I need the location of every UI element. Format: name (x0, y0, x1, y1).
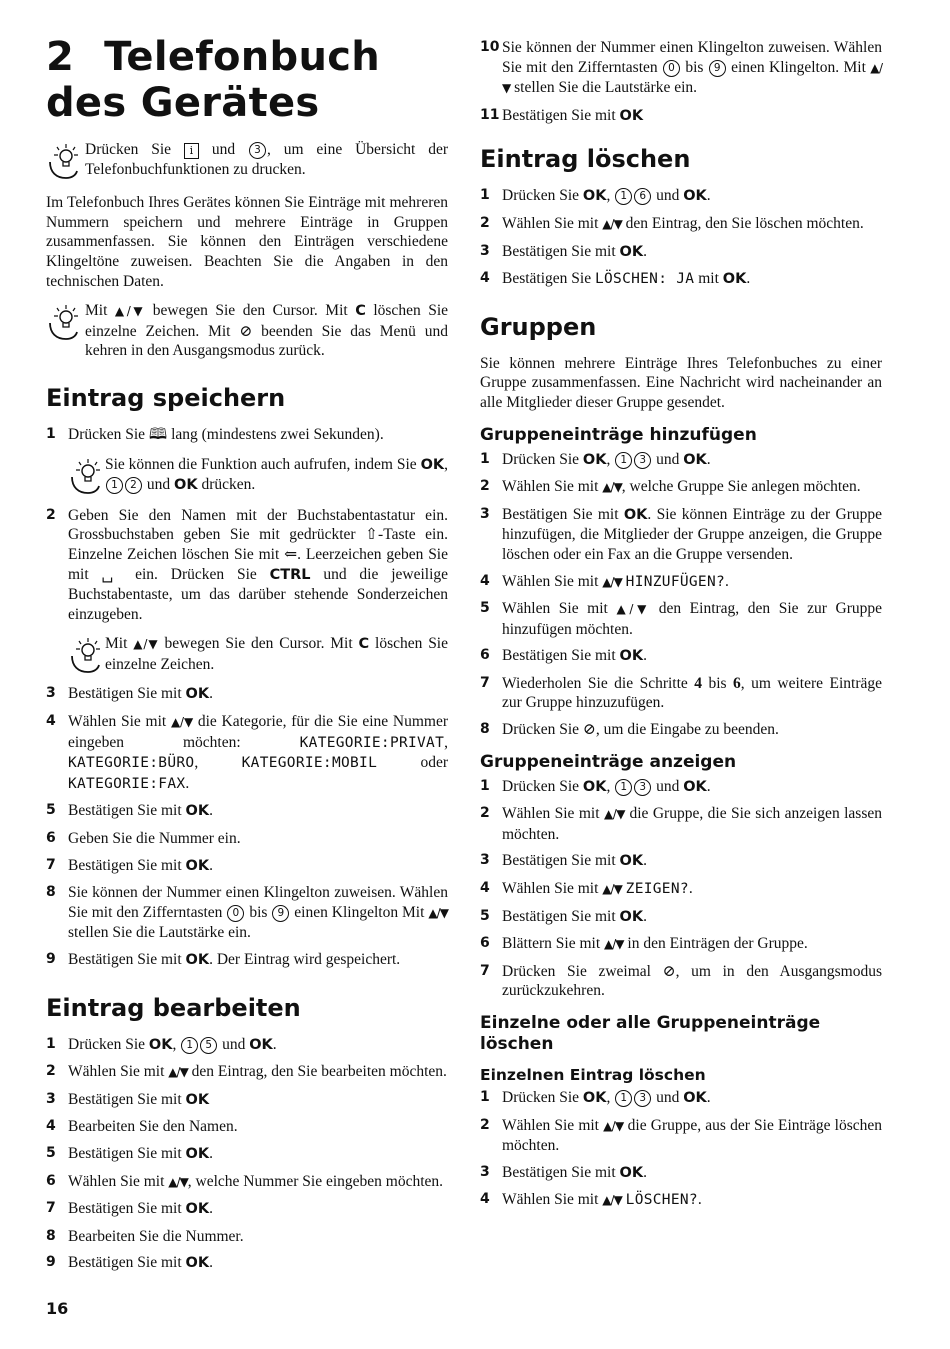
digit-key-icon: 1 (615, 779, 632, 796)
list-item: 1 Drücken Sie OK, 1 3 und OK. (480, 450, 711, 468)
list-item: 8 Sie können der Nummer einen Klingelton zuweisen. Wählen Sie mit den Zifferntasten 0 bis 9 einen Klingelton Mit ▲/▼ stellen Sie die Lautstärke ein. (46, 884, 448, 942)
section-title-speichern: Eintrag speichern (46, 383, 286, 412)
list-item: 5 Wählen Sie mit ▲/▼ den Eintrag, den Sie zur Gruppe hinzufügen möchten. (480, 600, 883, 638)
steps-einzelne (480, 1088, 882, 1211)
up-down-arrow-icon: ▲/▼ (602, 216, 622, 231)
up-down-arrow-icon: ▲/▼ (168, 1065, 188, 1080)
subsection-title-hinzufuegen: Gruppeneinträge hinzufügen (480, 424, 757, 445)
steps-bearbeiten (46, 1035, 448, 1274)
list-item: 9 Bestätigen Sie mit OK. Der Eintrag wird gespeichert. (46, 951, 401, 968)
digit-key-icon: 1 (615, 452, 632, 469)
up-down-arrow-icon: ▲/▼ (502, 60, 883, 96)
up-down-arrow-icon: ▲/▼ (602, 1193, 622, 1208)
up-down-arrow-icon: ▲/▼ (428, 905, 448, 920)
digit-key-icon: 1 (181, 1037, 198, 1054)
right-column (480, 38, 882, 1218)
list-item: 3 Bestätigen Sie mit OK. (480, 1163, 647, 1181)
list-item: 3 Bestätigen Sie mit OK (46, 1090, 210, 1108)
list-item: 11 Bestätigen Sie mit OK (480, 106, 644, 124)
subsection-title-anzeigen: Gruppeneinträge anzeigen (480, 751, 737, 772)
list-item: 5 Bestätigen Sie mit OK. (480, 907, 647, 925)
tip-cursor-2: Mit ▲/▼ bewegen Sie den Cursor. Mit C löschen Sie einzelne Zeichen. (68, 634, 448, 674)
c-key: C (355, 303, 366, 320)
list-item: 4 Bearbeiten Sie den Namen. (46, 1118, 238, 1136)
up-down-arrow-icon: ▲/▼ (602, 882, 622, 897)
digit-key-icon: 6 (634, 188, 651, 205)
lightbulb-tip-icon (46, 301, 82, 341)
list-item: 6 Geben Sie die Nummer ein. (46, 830, 241, 848)
steps-anzeigen (480, 777, 882, 1001)
left-column (46, 34, 448, 1281)
up-down-arrow-icon: ▲/▼ (114, 304, 146, 319)
digit-key-icon: 1 (615, 1090, 632, 1107)
list-item: 6 Wählen Sie mit ▲/▼, welche Nummer Sie eingeben möchten. (46, 1172, 444, 1190)
list-item: 4 Wählen Sie mit ▲/▼ HINZUFÜGEN?. (480, 572, 729, 590)
steps-loeschen (480, 186, 882, 289)
digit-key-icon: 3 (634, 452, 651, 469)
digit-key-icon: 5 (200, 1037, 217, 1054)
list-item: 6 Blättern Sie mit ▲/▼ in den Einträgen der Gruppe. (480, 935, 808, 953)
up-down-arrow-icon: ▲/▼ (603, 807, 626, 822)
list-item: 4 Wählen Sie mit ▲/▼ LÖSCHEN?. (480, 1191, 702, 1209)
list-item: 9 Bestätigen Sie mit OK. (46, 1254, 213, 1272)
list-item: 8 Drücken Sie ⊘, um die Eingabe zu beenden. (480, 721, 779, 739)
list-item: 1 Drücken Sie OK, 1 3 und OK. (480, 777, 711, 795)
tip-print-overview: Drücken Sie i und 3 , um eine Übersicht der Telefonbuchfunktionen zu drucken. (46, 140, 448, 179)
backspace-key-icon: ⇐ (284, 545, 298, 563)
shift-key-icon: ⇧ (365, 526, 379, 544)
list-item: 1 Drücken Sie 🕮 lang (mindestens zwei Sekunden). (46, 425, 384, 443)
list-item: 7 Bestätigen Sie mit OK. (46, 856, 213, 874)
list-item: 3 Bestätigen Sie mit OK. Sie können Einträge zu der Gruppe hinzufügen, die Mitglieder der Gruppe anzeigen, die Gruppe löschen oder ein Fax an die Gruppe versenden. (480, 505, 882, 563)
list-item: 2 Wählen Sie mit ▲/▼, welche Gruppe Sie anlegen möchten. (480, 478, 861, 496)
up-down-arrow-icon: ▲/▼ (602, 574, 622, 589)
list-item: 7 Wiederholen Sie die Schritte 4 bis 6, um weitere Einträge zur Gruppe hinzuzufügen. (480, 674, 882, 712)
up-down-arrow-icon: ▲/▼ (168, 1174, 188, 1189)
lightbulb-tip-icon (68, 634, 104, 674)
steps-continued (480, 38, 882, 126)
list-item: 7 Bestätigen Sie mit OK. (46, 1200, 213, 1218)
section-title-loeschen: Eintrag löschen (480, 145, 691, 174)
tip-alternative: Sie können die Funktion auch aufrufen, indem Sie OK, 1 2 und OK drücken. (68, 455, 448, 496)
digit-key-icon: 1 (106, 477, 123, 494)
list-item: 3 Bestätigen Sie mit OK. (480, 852, 647, 870)
info-key-icon: i (184, 143, 199, 159)
stop-key-icon: ⊘ (582, 721, 596, 739)
list-item: 3 Bestätigen Sie mit OK. (480, 242, 647, 260)
gruppen-intro: Sie können mehrere Einträge Ihres Telefonbuches zu einer Gruppe zusammenfassen. Eine Nachricht wird nacheinander an alle Mitglieder dieser Gruppe gesendet. (480, 354, 882, 411)
section-title-gruppen: Gruppen (480, 312, 597, 341)
list-item: 4 Wählen Sie mit ▲/▼ die Kategorie, für die Sie eine Nummer eingeben möchten: KATEGORIE:PRIVAT, KATEGORIE:BÜRO, KATEGORIE:MOBIL oder KATEGORIE:FAX. (46, 713, 449, 792)
chapter-title-text: Telefonbuch des Gerätes (46, 34, 381, 126)
phonebook-key-icon: 🕮 (148, 425, 168, 443)
stop-key-icon: ⊘ (662, 962, 676, 980)
tip-cursor: Mit ▲/▼ bewegen Sie den Cursor. Mit C löschen Sie einzelne Zeichen. Mit ⊘ beenden Sie das Menü und kehren in den Ausgangsmodus zurück. (46, 301, 448, 361)
list-item: 3 Bestätigen Sie mit OK. (46, 685, 213, 703)
digit-key-icon: 9 (709, 60, 726, 77)
up-down-arrow-icon: ▲/▼ (602, 480, 622, 495)
digit-key-icon: 2 (125, 477, 142, 494)
digit-key-icon: 3 (249, 142, 266, 159)
list-item: 10 Sie können der Nummer einen Klingelton zuweisen. Wählen Sie mit den Zifferntasten 0 bis 9 einen Klingelton. Mit ▲/▼ stellen Sie die Lautstärke ein. (480, 39, 883, 97)
list-item: 7 Drücken Sie zweimal ⊘, um in den Ausgangsmodus zurückzukehren. (480, 962, 882, 1000)
up-down-arrow-icon: ▲/▼ (170, 715, 194, 730)
section-title-bearbeiten: Eintrag bearbeiten (46, 993, 301, 1022)
list-item: 5 Bestätigen Sie mit OK. (46, 1144, 213, 1162)
steps-hinzufuegen (480, 450, 882, 740)
digit-key-icon: 3 (634, 779, 651, 796)
list-item: 8 Bearbeiten Sie die Nummer. (46, 1227, 244, 1245)
list-item: 4 Bestätigen Sie LÖSCHEN: JA mit OK. (480, 270, 751, 288)
list-item: 1 Drücken Sie OK, 1 6 und OK. (480, 187, 711, 205)
list-item: 5 Bestätigen Sie mit OK. (46, 802, 213, 820)
list-item: 2 Wählen Sie mit ▲/▼ die Gruppe, aus der Sie Einträge löschen möchten. (480, 1116, 883, 1155)
list-item: 6 Bestätigen Sie mit OK. (480, 647, 647, 665)
digit-key-icon: 1 (615, 188, 632, 205)
steps-speichern (46, 425, 448, 445)
digit-key-icon: 0 (663, 60, 680, 77)
up-down-arrow-icon: ▲/▼ (133, 637, 159, 652)
list-item: 2 Wählen Sie mit ▲/▼ die Gruppe, die Sie sich anzeigen lassen möchten. (480, 805, 882, 843)
lightbulb-tip-icon (68, 455, 104, 495)
list-item: 2 Wählen Sie mit ▲/▼ den Eintrag, den Sie löschen möchten. (480, 214, 864, 232)
digit-key-icon: 0 (227, 905, 244, 922)
up-down-arrow-icon: ▲/▼ (604, 937, 624, 952)
list-item: 2 Wählen Sie mit ▲/▼ den Eintrag, den Sie bearbeiten möchten. (46, 1063, 447, 1081)
subsection-title-einzelne: Einzelne oder alle Gruppeneinträge löschen (480, 1013, 821, 1054)
stop-key-icon: ⊘ (239, 322, 253, 340)
page-number: 16 (46, 1299, 69, 1318)
intro-paragraph: Im Telefonbuch Ihres Gerätes können Sie Einträge mit mehreren Nummern speichern und mehrere Einträge in Gruppen zusammenfassen. Sie können den Einträgen verschiedene Klingeltöne zuweisen. Beachten Sie die Angaben in den technischen Daten. (46, 194, 448, 290)
digit-key-icon: 9 (272, 905, 289, 922)
chapter-title (46, 34, 448, 126)
up-down-arrow-icon: ▲/▼ (603, 1118, 624, 1133)
up-down-arrow-icon: ▲/▼ (616, 602, 651, 617)
subsubsection-title-einzelnen: Einzelnen Eintrag löschen (480, 1066, 706, 1084)
lightbulb-tip-icon (46, 140, 82, 180)
list-item: 1 Drücken Sie OK, 1 5 und OK. (46, 1035, 277, 1053)
list-item: 1 Drücken Sie OK, 1 3 und OK. (480, 1089, 711, 1106)
space-key-icon: ␣ (101, 565, 123, 583)
list-item: 2 Geben Sie den Namen mit der Buchstabentastatur ein. Grossbuchstaben geben Sie mit gedrückter ⇧-Taste ein. Einzelne Zeichen löschen Sie mit ⇐. Leerzeichen geben Sie mit ␣ ein. Drücken Sie CTRL und die jeweilige Buchstabentaste, um das darüber stehende Sonderzeichen einzugeben. (46, 506, 449, 623)
chapter-number: 2 (46, 34, 75, 80)
list-item: 4 Wählen Sie mit ▲/▼ ZEIGEN?. (480, 880, 693, 898)
digit-key-icon: 3 (634, 1090, 651, 1107)
